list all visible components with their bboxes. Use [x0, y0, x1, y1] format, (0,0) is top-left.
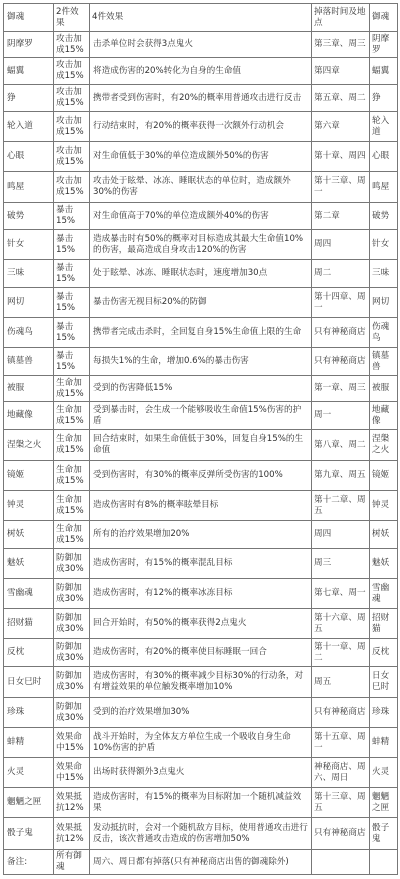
four-piece-effect-cell: 造成伤害时有8%的概率眩晕目标 [90, 491, 312, 521]
soul-name-repeat-cell: 反枕 [370, 639, 398, 667]
drop-location-cell: 第二章 [312, 203, 370, 230]
two-piece-effect-cell: 效果命中15% [54, 728, 90, 758]
soul-name-repeat-cell: 伤魂鸟 [370, 318, 398, 348]
soul-name-cell: 鸣屋 [4, 172, 54, 203]
drop-location-cell: 第三章、周三 [312, 32, 370, 58]
two-piece-effect-cell: 暴击15% [54, 318, 90, 348]
soul-name-repeat-cell: 被服 [370, 376, 398, 402]
two-piece-effect-cell: 暴击15% [54, 203, 90, 230]
table-row [4, 32, 398, 58]
drop-location-cell: 只有神秘商店 [312, 348, 370, 376]
table-header [4, 4, 398, 32]
four-piece-effect-cell: 携带者受到伤害时，有20%的概率用普通攻击进行反击 [90, 85, 312, 112]
drop-location-cell: 第九章、周五 [312, 461, 370, 491]
soul-name-repeat-cell: 狰 [370, 85, 398, 112]
four-piece-effect-cell: 出场时获得额外3点鬼火 [90, 758, 312, 788]
table-row [4, 348, 398, 376]
table-row [4, 172, 398, 203]
table-row [4, 203, 398, 230]
four-piece-effect-cell: 对生命值高于70%的单位造成额外40%的伤害 [90, 203, 312, 230]
drop-location-cell: 周三 [312, 549, 370, 579]
header-row [4, 4, 398, 32]
four-piece-effect-cell: 受到伤害时，有30%的概率反弹所受伤害的100% [90, 461, 312, 491]
soul-name-cell: 蚌精 [4, 728, 54, 758]
table-row [4, 521, 398, 549]
table-row [4, 402, 398, 430]
table-row [4, 288, 398, 318]
soul-name-cell: 涅槃之火 [4, 430, 54, 461]
soul-name-cell: 阴摩罗 [4, 32, 54, 58]
four-piece-effect-cell: 造成伤害时，有20%的概率使目标睡眠一回合 [90, 639, 312, 667]
soul-name-repeat-cell: 地藏像 [370, 402, 398, 430]
soul-name-cell: 被服 [4, 376, 54, 402]
two-piece-effect-cell: 防御加成30% [54, 667, 90, 698]
table-row [4, 639, 398, 667]
drop-location-cell: 神秘商店、周六、周日 [312, 758, 370, 788]
four-piece-effect-cell: 攻击处于眩晕、冰冻、睡眠状态的单位时，造成额外30%的伤害 [90, 172, 312, 203]
note-set-cell: 所有御魂 [54, 850, 90, 875]
four-piece-effect-cell: 对生命值低于30%的单位造成额外50%的伤害 [90, 142, 312, 172]
header-soul: 御魂 [4, 4, 54, 32]
drop-location-cell: 周一 [312, 402, 370, 430]
drop-location-cell: 第一章、周三 [312, 376, 370, 402]
soul-name-repeat-cell: 破势 [370, 203, 398, 230]
soul-name-cell: 地藏像 [4, 402, 54, 430]
soul-name-cell: 珍珠 [4, 698, 54, 728]
table-row [4, 728, 398, 758]
table-row [4, 112, 398, 142]
drop-location-cell: 周四 [312, 521, 370, 549]
drop-location-cell: 周五 [312, 667, 370, 698]
four-piece-effect-cell: 造成伤害时，有30%的概率减少目标30%的行动条，对有增益效果的单位触发概率增加10% [90, 667, 312, 698]
soul-name-repeat-cell: 镜姬 [370, 461, 398, 491]
soul-name-repeat-cell: 轮入道 [370, 112, 398, 142]
drop-location-cell: 第十一章、周二 [312, 639, 370, 667]
two-piece-effect-cell: 生命加成15% [54, 491, 90, 521]
four-piece-effect-cell: 行动结束时，有20%的概率获得一次额外行动机会 [90, 112, 312, 142]
header-soul-repeat: 御魂 [370, 4, 398, 32]
soul-name-cell: 反枕 [4, 639, 54, 667]
drop-location-cell: 周二 [312, 260, 370, 288]
two-piece-effect-cell: 攻击加成15% [54, 32, 90, 58]
table-row [4, 549, 398, 579]
soul-name-repeat-cell: 树妖 [370, 521, 398, 549]
soul-name-cell: 魍魉之匣 [4, 788, 54, 818]
soul-name-cell: 日女巳时 [4, 667, 54, 698]
two-piece-effect-cell: 生命加成15% [54, 430, 90, 461]
soul-name-cell: 伤魂鸟 [4, 318, 54, 348]
soul-table [3, 3, 398, 875]
header-two-piece: 2件效果 [54, 4, 90, 32]
two-piece-effect-cell: 暴击15% [54, 260, 90, 288]
four-piece-effect-cell: 造成暴击时有50%的概率对目标造成其最大生命值10%的伤害，最高造成自身攻击120%的伤害 [90, 230, 312, 260]
two-piece-effect-cell: 生命加成15% [54, 461, 90, 491]
soul-name-cell: 镜姬 [4, 461, 54, 491]
two-piece-effect-cell: 效果命中15% [54, 758, 90, 788]
soul-name-repeat-cell: 珍珠 [370, 698, 398, 728]
four-piece-effect-cell: 击杀单位时会获得3点鬼火 [90, 32, 312, 58]
soul-name-cell: 破势 [4, 203, 54, 230]
table-row [4, 609, 398, 639]
soul-name-repeat-cell: 心眼 [370, 142, 398, 172]
soul-name-repeat-cell: 蚌精 [370, 728, 398, 758]
drop-location-cell: 第十章、周四 [312, 142, 370, 172]
four-piece-effect-cell: 回合开始时，有50%的概率获得2点鬼火 [90, 609, 312, 639]
four-piece-effect-cell: 受到的伤害降低15% [90, 376, 312, 402]
soul-name-repeat-cell: 魅妖 [370, 549, 398, 579]
two-piece-effect-cell: 防御加成30% [54, 698, 90, 728]
four-piece-effect-cell: 受到的治疗效果增加30% [90, 698, 312, 728]
soul-name-repeat-cell: 三味 [370, 260, 398, 288]
soul-name-repeat-cell: 涅槃之火 [370, 430, 398, 461]
two-piece-effect-cell: 效果抵抗12% [54, 818, 90, 850]
soul-name-repeat-cell: 镇墓兽 [370, 348, 398, 376]
soul-name-cell: 招财猫 [4, 609, 54, 639]
soul-name-repeat-cell: 鸣屋 [370, 172, 398, 203]
soul-name-cell: 镇墓兽 [4, 348, 54, 376]
table-row [4, 430, 398, 461]
four-piece-effect-cell: 携带者完成击杀时，全回复自身15%生命值上限的生命 [90, 318, 312, 348]
soul-name-cell: 骰子鬼 [4, 818, 54, 850]
soul-name-repeat-cell: 雪幽魂 [370, 579, 398, 609]
four-piece-effect-cell: 每损失1%的生命，增加0.6%的暴击伤害 [90, 348, 312, 376]
drop-location-cell: 第八章、周二 [312, 430, 370, 461]
four-piece-effect-cell: 回合结束时，如果生命值低于30%，回复自身15%的生命值 [90, 430, 312, 461]
soul-name-cell: 雪幽魂 [4, 579, 54, 609]
table-row [4, 491, 398, 521]
soul-name-cell: 树妖 [4, 521, 54, 549]
two-piece-effect-cell: 攻击加成15% [54, 142, 90, 172]
two-piece-effect-cell: 攻击加成15% [54, 112, 90, 142]
drop-location-cell: 第十四章、周一 [312, 288, 370, 318]
table-row [4, 260, 398, 288]
drop-location-cell: 第十五章、周一 [312, 728, 370, 758]
soul-name-cell: 火灵 [4, 758, 54, 788]
two-piece-effect-cell: 攻击加成15% [54, 85, 90, 112]
two-piece-effect-cell: 效果抵抗12% [54, 788, 90, 818]
soul-name-repeat-cell: 火灵 [370, 758, 398, 788]
soul-name-cell: 钟灵 [4, 491, 54, 521]
soul-name-repeat-cell: 招财猫 [370, 609, 398, 639]
drop-location-cell: 周四 [312, 230, 370, 260]
drop-location-cell: 只有神秘商店 [312, 318, 370, 348]
drop-location-cell: 第十三章、周一 [312, 172, 370, 203]
four-piece-effect-cell: 所有的治疗效果增加20% [90, 521, 312, 549]
two-piece-effect-cell: 攻击加成15% [54, 58, 90, 85]
soul-name-cell: 心眼 [4, 142, 54, 172]
drop-location-cell: 第七章、周一 [312, 579, 370, 609]
table-row [4, 230, 398, 260]
table-row [4, 818, 398, 850]
four-piece-effect-cell: 战斗开始时，为全体友方单位生成一个吸收自身生命10%伤害的护盾 [90, 728, 312, 758]
two-piece-effect-cell: 防御加成30% [54, 639, 90, 667]
drop-location-cell: 第四章 [312, 58, 370, 85]
table-row [4, 667, 398, 698]
four-piece-effect-cell: 造成伤害时，有12%的概率冰冻目标 [90, 579, 312, 609]
drop-location-cell: 第十三章、周五 [312, 788, 370, 818]
table-body [4, 32, 398, 875]
four-piece-effect-cell: 将造成伤害的20%转化为自身的生命值 [90, 58, 312, 85]
soul-name-cell: 网切 [4, 288, 54, 318]
note-label-cell: 备注: [4, 850, 54, 875]
soul-name-cell: 魅妖 [4, 549, 54, 579]
table-row [4, 85, 398, 112]
drop-location-cell: 第五章、周二 [312, 85, 370, 112]
four-piece-effect-cell: 受到暴击时，会生成一个能够吸收生命值15%伤害的护盾 [90, 402, 312, 430]
soul-name-repeat-cell: 蝠翼 [370, 58, 398, 85]
soul-name-repeat-cell: 日女巳时 [370, 667, 398, 698]
soul-name-cell: 轮入道 [4, 112, 54, 142]
header-drop-location: 掉落时间及地点 [312, 4, 370, 32]
two-piece-effect-cell: 暴击15% [54, 288, 90, 318]
four-piece-effect-cell: 造成伤害时，有15%的概率混乱目标 [90, 549, 312, 579]
two-piece-effect-cell: 生命加成15% [54, 376, 90, 402]
drop-location-cell: 只有神秘商店 [312, 698, 370, 728]
soul-name-repeat-cell: 阴摩罗 [370, 32, 398, 58]
note-empty-cell [312, 850, 370, 875]
soul-name-repeat-cell: 骰子鬼 [370, 818, 398, 850]
two-piece-effect-cell: 生命加成15% [54, 521, 90, 549]
soul-name-cell: 针女 [4, 230, 54, 260]
soul-name-cell: 狰 [4, 85, 54, 112]
two-piece-effect-cell: 暴击15% [54, 348, 90, 376]
table-row [4, 461, 398, 491]
table-row [4, 758, 398, 788]
table-row [4, 698, 398, 728]
soul-name-repeat-cell: 网切 [370, 288, 398, 318]
drop-location-cell: 第六章 [312, 112, 370, 142]
table-row [4, 788, 398, 818]
two-piece-effect-cell: 暴击15% [54, 230, 90, 260]
soul-name-cell: 蝠翼 [4, 58, 54, 85]
soul-name-cell: 三味 [4, 260, 54, 288]
four-piece-effect-cell: 暴击伤害无视目标20%的防御 [90, 288, 312, 318]
four-piece-effect-cell: 造成伤害时，有15%的概率为目标附加一个随机减益效果 [90, 788, 312, 818]
note-text-cell: 周六、周日都有掉落(只有神秘商店出售的御魂除外) [90, 850, 312, 875]
four-piece-effect-cell: 发动抵抗时，会对一个随机敌方目标，使用普通攻击进行反击，该次普通攻击造成的伤害增加50% [90, 818, 312, 850]
two-piece-effect-cell: 防御加成30% [54, 549, 90, 579]
note-empty-cell [370, 850, 398, 875]
two-piece-effect-cell: 攻击加成15% [54, 172, 90, 203]
soul-name-repeat-cell: 魍魉之匣 [370, 788, 398, 818]
drop-location-cell: 只有神秘商店 [312, 818, 370, 850]
two-piece-effect-cell: 防御加成30% [54, 579, 90, 609]
soul-name-repeat-cell: 针女 [370, 230, 398, 260]
two-piece-effect-cell: 生命加成15% [54, 402, 90, 430]
table-row [4, 142, 398, 172]
table-row [4, 376, 398, 402]
drop-location-cell: 第十六章、周五 [312, 609, 370, 639]
table-row [4, 318, 398, 348]
two-piece-effect-cell: 防御加成30% [54, 609, 90, 639]
drop-location-cell: 第十二章、周五 [312, 491, 370, 521]
table-row [4, 58, 398, 85]
header-four-piece: 4件效果 [90, 4, 312, 32]
note-row [4, 850, 398, 875]
soul-name-repeat-cell: 钟灵 [370, 491, 398, 521]
table-row [4, 579, 398, 609]
four-piece-effect-cell: 处于眩晕、冰冻、睡眠状态时，速度增加30点 [90, 260, 312, 288]
